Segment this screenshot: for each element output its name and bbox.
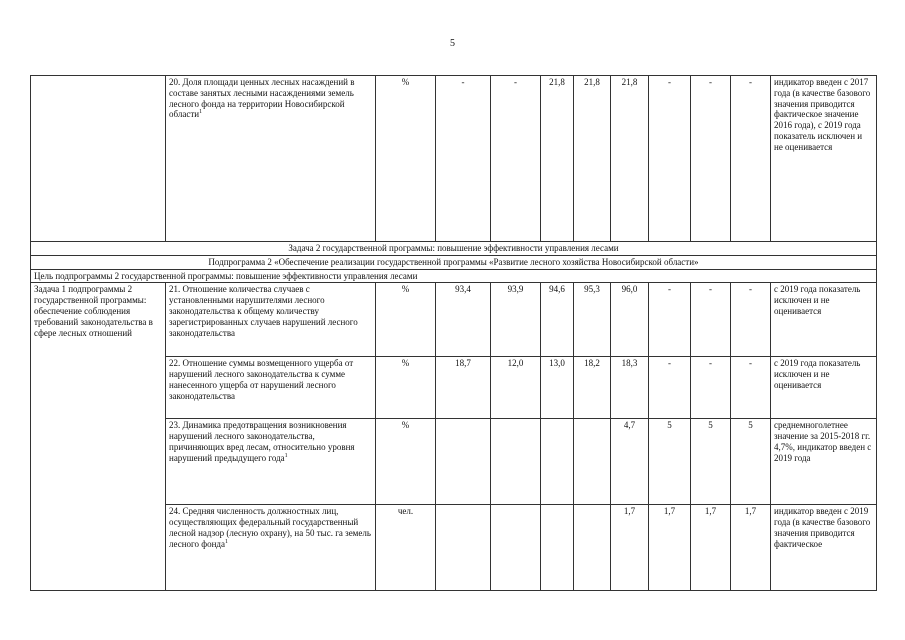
value-cell (491, 419, 541, 505)
task2-header: Задача 2 государственной программы: повышение эффективности управления лесами (31, 242, 877, 256)
unit-cell: % (376, 419, 436, 505)
indicator-text: 21. Отношение количества случаев с установленными нарушителями лесного законодательства к общему количеству зарегистрированных случаев нарушений лесного законодательства (169, 284, 358, 338)
unit-cell: % (376, 357, 436, 419)
indicator-text: 23. Динамика предотвращения возникновения нарушений лесного законодательства, причиняющих вред лесам, относительно уровня нарушений предыдущего года (169, 420, 355, 463)
subprogram2-header: Подпрограмма 2 «Обеспечение реализации государственной программы «Развитие лесного хозяйства Новосибирской области» (31, 255, 877, 269)
indicator-text: 24. Средняя численность должностных лиц, осуществляющих федеральный государственный лесной надзор (лесную охрану), на 50 тыс. га земель лесного фонда (169, 506, 371, 549)
task1-cell: Задача 1 подпрограммы 2 государственной программы: обеспечение соблюдения требований законодательства в сфере лесных отношений (31, 283, 166, 591)
value-cell (574, 505, 611, 591)
value-cell: - (649, 283, 691, 357)
note-cell: с 2019 года показатель исключен и не оценивается (771, 357, 877, 419)
footnote-mark: 1 (199, 109, 203, 116)
value-cell (436, 419, 491, 505)
value-cell: 1,7 (649, 505, 691, 591)
value-cell: 21,8 (574, 76, 611, 242)
goal-header: Цель подпрограммы 2 государственной программы: повышение эффективности управления лесами (31, 269, 877, 283)
value-cell: 93,9 (491, 283, 541, 357)
note-cell: среднемноголетнее значение за 2015-2018 гг. 4,7%, индикатор введен с 2019 года (771, 419, 877, 505)
value-cell: - (731, 283, 771, 357)
unit-cell: % (376, 76, 436, 242)
task2-header-row (31, 242, 877, 256)
indicator-cell (166, 76, 376, 242)
value-cell: 12,0 (491, 357, 541, 419)
page-number: 5 (450, 38, 455, 49)
value-cell (491, 505, 541, 591)
value-cell: 5 (649, 419, 691, 505)
value-cell (574, 419, 611, 505)
value-cell: - (649, 76, 691, 242)
value-cell: 13,0 (541, 357, 574, 419)
table-row-21 (31, 283, 877, 357)
value-cell: 21,8 (541, 76, 574, 242)
indicator-cell (166, 419, 376, 505)
indicator-cell (166, 505, 376, 591)
value-cell: - (691, 357, 731, 419)
value-cell: - (691, 283, 731, 357)
task-cell-empty (31, 76, 166, 242)
value-cell: 18,3 (611, 357, 649, 419)
value-cell: 1,7 (731, 505, 771, 591)
value-cell: 96,0 (611, 283, 649, 357)
value-cell: 5 (691, 419, 731, 505)
subprogram2-header-row (31, 255, 877, 269)
value-cell: 1,7 (691, 505, 731, 591)
indicator-cell (166, 357, 376, 419)
value-cell (541, 505, 574, 591)
value-cell: 21,8 (611, 76, 649, 242)
value-cell: - (436, 76, 491, 242)
value-cell: 5 (731, 419, 771, 505)
note-cell: индикатор введен с 2017 года (в качестве базового значения приводится фактическое значение 2016 года), с 2019 года показатель исключен и не оценивается (771, 76, 877, 242)
note-cell: индикатор введен с 2019 года (в качестве базового значения приводится фактическое (771, 505, 877, 591)
value-cell: 1,7 (611, 505, 649, 591)
value-cell: - (649, 357, 691, 419)
value-cell: 18,7 (436, 357, 491, 419)
value-cell: - (691, 76, 731, 242)
value-cell: 4,7 (611, 419, 649, 505)
value-cell: - (731, 76, 771, 242)
value-cell: - (491, 76, 541, 242)
value-cell: 94,6 (541, 283, 574, 357)
unit-cell: % (376, 283, 436, 357)
table-row-20 (31, 76, 877, 242)
value-cell: - (731, 357, 771, 419)
indicator-text: 22. Отношение суммы возмещенного ущерба от нарушений лесного законодательства к сумме нанесенного ущерба от нарушений лесного законодательства (169, 358, 354, 401)
value-cell: 18,2 (574, 357, 611, 419)
indicator-text: 20. Доля площади ценных лесных насаждений в составе занятых лесными насаждениями земель лесного фонда на территории Новосибирской области (169, 77, 355, 120)
value-cell: 93,4 (436, 283, 491, 357)
unit-cell: чел. (376, 505, 436, 591)
goal-header-row (31, 269, 877, 283)
footnote-mark: 1 (224, 538, 228, 545)
value-cell (436, 505, 491, 591)
note-cell: с 2019 года показатель исключен и не оценивается (771, 283, 877, 357)
value-cell (541, 419, 574, 505)
value-cell: 95,3 (574, 283, 611, 357)
indicator-cell (166, 283, 376, 357)
footnote-mark: 1 (284, 452, 288, 459)
indicators-table (30, 75, 877, 591)
